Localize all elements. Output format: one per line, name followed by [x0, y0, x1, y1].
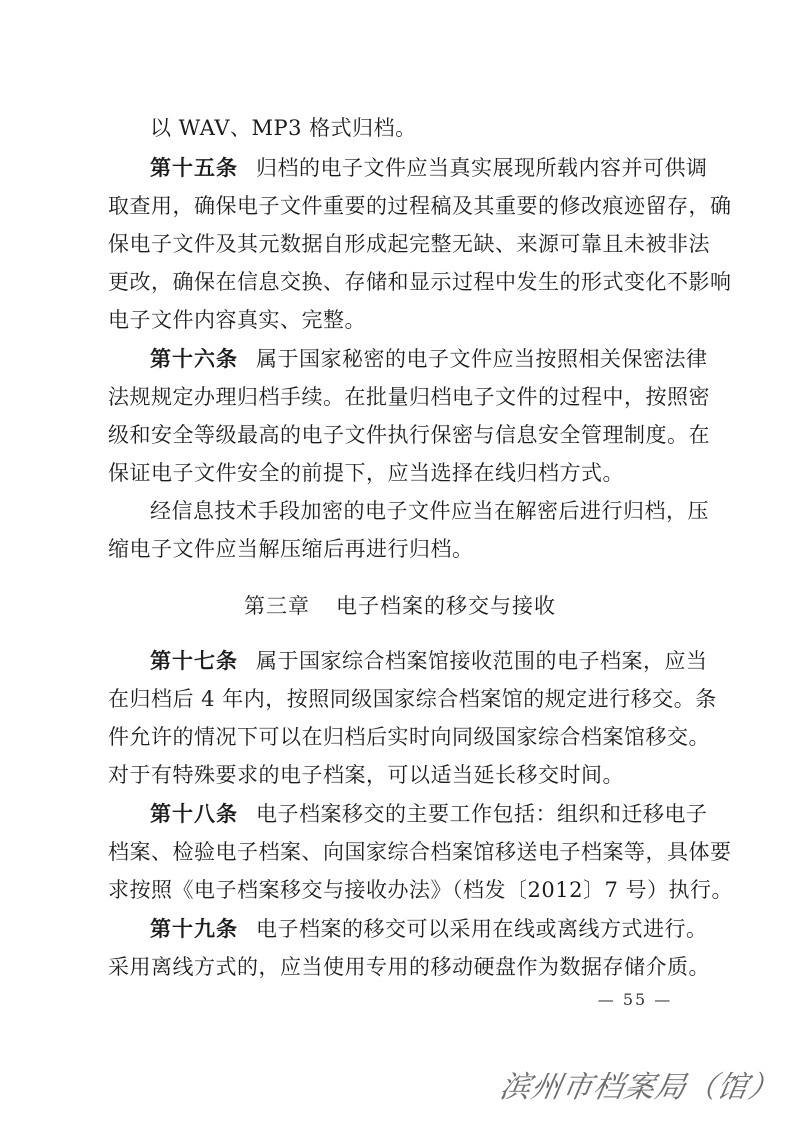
article-15-line-3: 保电子文件及其元数据自形成起完整无缺、来源可靠且未被非法	[108, 232, 710, 256]
continuation-line: 以 WAV、MP3 格式归档。	[150, 116, 417, 140]
article-15-line-4: 更改，确保在信息交换、存储和显示过程中发生的形式变化不影响	[108, 270, 732, 294]
article-17-text-1: 属于国家综合档案馆接收范围的电子档案，应当	[256, 649, 708, 673]
article-18-text-1: 电子档案移交的主要工作包括：组织和迁移电子	[256, 802, 708, 826]
article-18-number: 第十八条	[150, 802, 238, 826]
article-16-para2-line-1: 经信息技术手段加密的电子文件应当在解密后进行归档，压	[150, 499, 709, 523]
article-16-line-1	[150, 341, 708, 377]
article-16-line-4: 保证电子文件安全的前提下，应当选择在线归档方式。	[108, 461, 624, 485]
article-17-number: 第十七条	[150, 649, 238, 673]
article-18-line-1	[150, 796, 708, 832]
article-17-line-4: 对于有特殊要求的电子档案，可以适当延长移交时间。	[108, 763, 624, 787]
article-19-number: 第十九条	[150, 917, 238, 941]
article-18-line-2: 档案、检验电子档案、向国家综合档案馆移送电子档案等，具体要	[108, 840, 732, 864]
chapter-title: 电子档案的移交与接收	[336, 594, 556, 618]
article-17-line-1	[150, 643, 708, 679]
article-19-text-1: 电子档案的移交可以采用在线或离线方式进行。	[256, 917, 708, 941]
article-15-line-1	[150, 150, 708, 186]
article-16-para2-line-2: 缩电子文件应当解压缩后再进行归档。	[108, 537, 474, 561]
article-15-line-2: 取查用，确保电子文件重要的过程稿及其重要的修改痕迹留存，确	[108, 194, 732, 218]
article-15-number: 第十五条	[150, 156, 238, 180]
article-15-text-1: 归档的电子文件应当真实展现所载内容并可供调	[256, 156, 708, 180]
article-18-line-3: 求按照《电子档案移交与接收办法》（档发〔2012〕7 号）执行。	[108, 878, 733, 902]
chapter-heading	[0, 588, 800, 624]
article-16-number: 第十六条	[150, 347, 238, 371]
article-17-line-3: 件允许的情况下可以在归档后实时向同级国家综合档案馆移交。	[108, 725, 710, 749]
page-number: — 55 —	[597, 990, 673, 1009]
article-16-line-3: 级和安全等级最高的电子文件执行保密与信息安全管理制度。在	[108, 423, 710, 447]
article-19-line-1	[150, 911, 708, 947]
article-19-line-2: 采用离线方式的，应当使用专用的移动硬盘作为数据存储介质。	[108, 955, 710, 979]
article-16-line-2: 法规规定办理归档手续。在批量归档电子文件的过程中，按照密	[108, 385, 710, 409]
article-16-text-1: 属于国家秘密的电子文件应当按照相关保密法律	[256, 347, 708, 371]
article-15-line-5: 电子文件内容真实、完整。	[108, 308, 366, 332]
watermark: 滨州市档案局（馆）	[497, 1070, 783, 1105]
chapter-number: 第三章	[244, 594, 310, 618]
article-17-line-2: 在归档后 4 年内，按照同级国家综合档案馆的规定进行移交。条	[108, 687, 717, 711]
